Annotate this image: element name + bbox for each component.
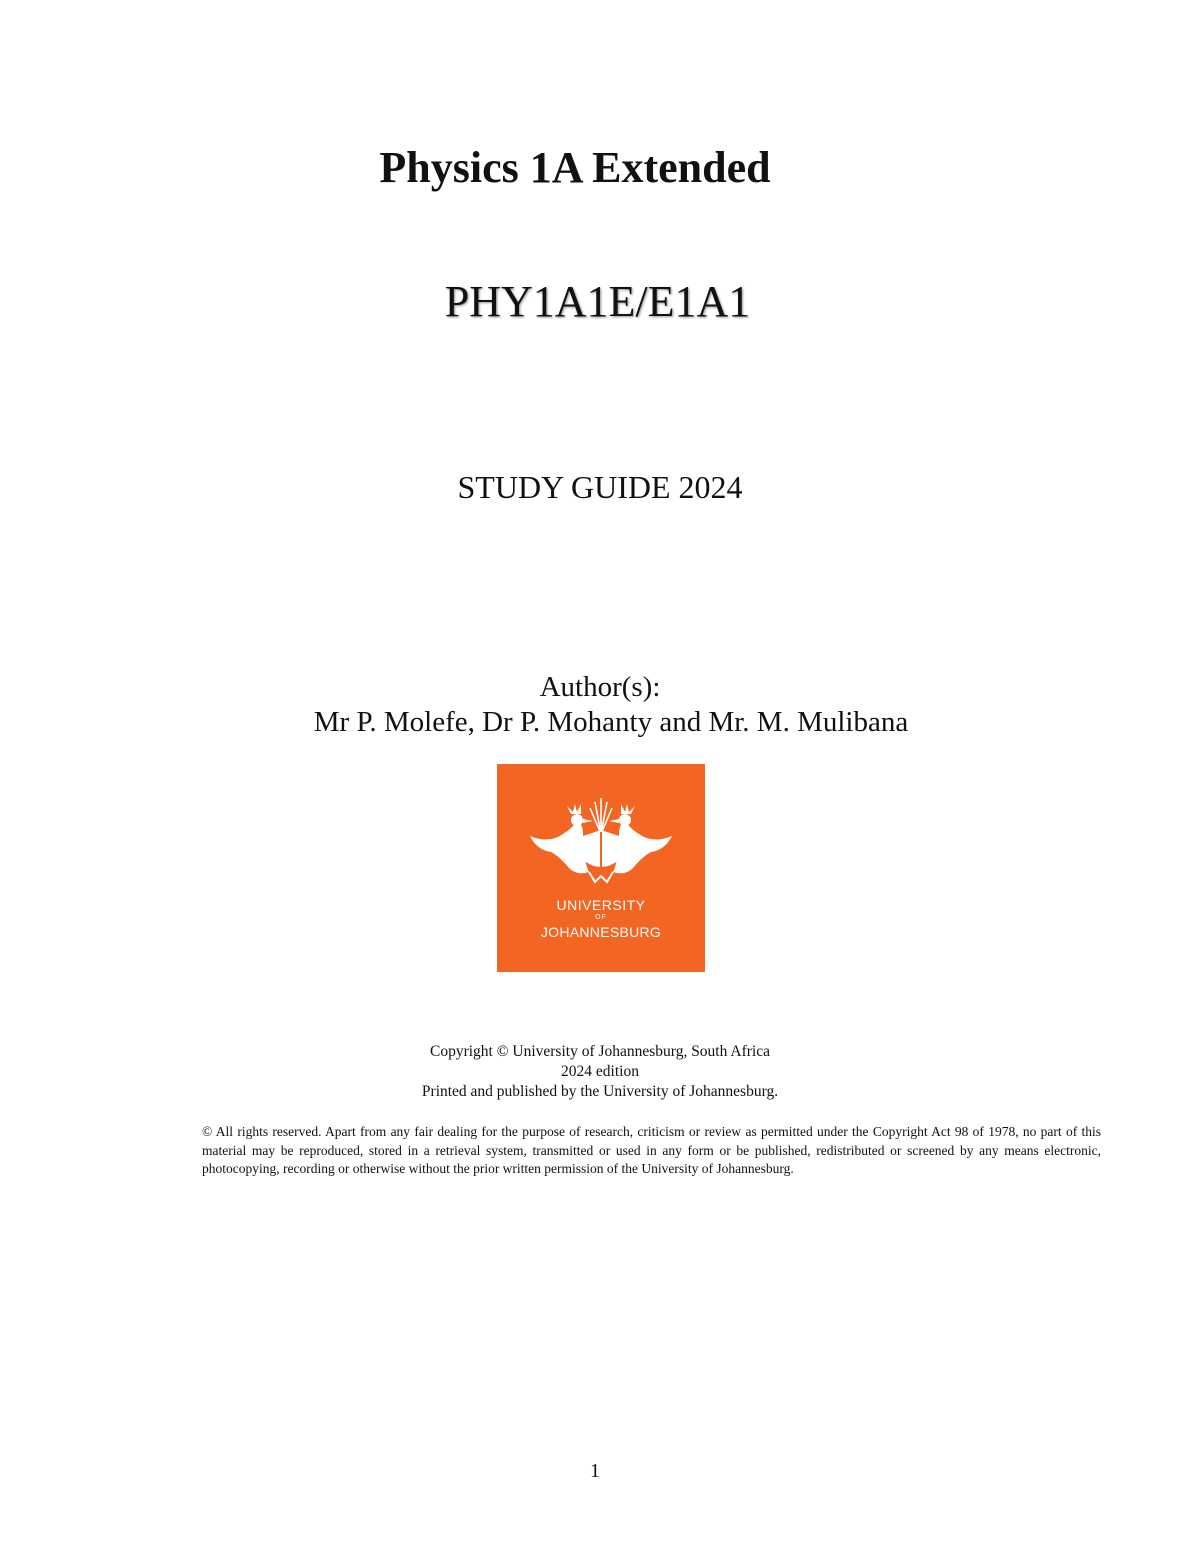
logo-text-university: UNIVERSITY	[556, 897, 646, 913]
edition-line: 2024 edition	[561, 1063, 639, 1080]
crested-birds-emblem-icon	[497, 764, 705, 894]
authors-label: Author(s):	[539, 671, 661, 703]
document-title: Physics 1A Extended	[379, 143, 771, 192]
copyright-line: Copyright © University of Johannesburg, South Africa	[430, 1043, 770, 1060]
logo-text-of: OF	[595, 914, 607, 921]
publisher-line: Printed and published by the University of Johannesburg.	[421, 1083, 779, 1100]
university-logo	[497, 764, 705, 972]
study-guide-heading: STUDY GUIDE 2024	[457, 469, 743, 505]
copyright-block	[0, 1042, 1200, 1102]
page-number: 1	[590, 1460, 600, 1482]
course-code: PHY1A1E/E1A1	[444, 277, 751, 326]
authors-names: Mr P. Molefe, Dr P. Mohanty and Mr. M. Mulibana	[313, 706, 909, 738]
rights-reserved-paragraph: © All rights reserved. Apart from any fair dealing for the purpose of research, criticism or review as permitted under the Copyright Act 98 of 1978, no part of this material may be reproduced, stored in a retrieval system, transmitted or used in any form or be published, redistributed or screened by any means electronic, photocopying, recording or otherwise without the prior written permission of the University of Johannesburg.	[202, 1124, 1101, 1176]
logo-text-johannesburg: JOHANNESBURG	[540, 924, 662, 940]
